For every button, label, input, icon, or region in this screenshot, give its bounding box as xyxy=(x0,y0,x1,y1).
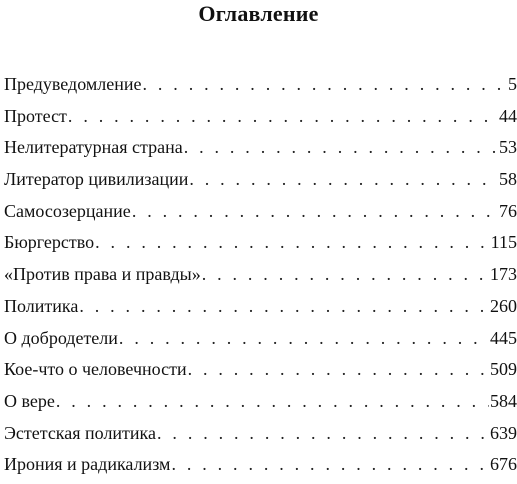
toc-entry[interactable] xyxy=(4,167,517,199)
dot-leader xyxy=(188,357,489,381)
toc-entry[interactable] xyxy=(4,357,517,389)
toc-entry-page-number: 115 xyxy=(490,232,517,253)
toc-entry-title: «Против права и правды» xyxy=(4,264,201,285)
dot-leader xyxy=(119,326,489,350)
toc-entry[interactable] xyxy=(4,452,517,484)
dot-leader xyxy=(143,72,508,96)
dot-leader xyxy=(68,104,498,128)
dot-leader xyxy=(184,135,498,159)
toc-entry-title: Ирония и радикализм xyxy=(4,454,171,475)
toc-entry-title: О вере xyxy=(4,390,55,411)
dot-leader xyxy=(132,199,498,223)
toc-entry-page-number: 58 xyxy=(499,169,517,190)
toc-entry-title: Бюргерство xyxy=(4,232,95,253)
toc-entry[interactable] xyxy=(4,389,517,421)
toc-heading: Оглавление xyxy=(198,1,319,26)
toc-entry-title: Кое-что о человечности xyxy=(4,359,187,380)
toc-entry-title: Литератор цивилизации xyxy=(4,169,189,190)
toc-entry-title: Эстетская политика xyxy=(4,422,157,443)
dot-leader xyxy=(202,262,489,286)
toc-entry-page-number: 53 xyxy=(499,137,517,158)
dot-leader xyxy=(189,167,498,191)
dot-leader xyxy=(157,421,489,445)
toc-entry-title: Нелитературная страна xyxy=(4,137,183,158)
toc-entry[interactable] xyxy=(4,421,517,453)
toc-entry-page-number: 509 xyxy=(490,359,517,380)
toc-entry-page-number: 584 xyxy=(490,390,517,411)
toc-entry-title: О добродетели xyxy=(4,327,118,348)
toc-list xyxy=(4,72,517,484)
dot-leader xyxy=(56,389,489,413)
toc-entry-page-number: 260 xyxy=(490,295,517,316)
toc-entry-title: Предуведомление xyxy=(4,74,142,94)
toc-entry[interactable] xyxy=(4,262,517,294)
toc-entry-page-number: 5 xyxy=(508,74,517,94)
toc-entry[interactable] xyxy=(4,294,517,326)
toc-entry-page-number: 76 xyxy=(499,200,517,221)
toc-entry-page-number: 173 xyxy=(490,264,517,285)
toc-entry-page-number: 639 xyxy=(490,422,517,443)
toc-entry[interactable] xyxy=(4,199,517,231)
toc-entry[interactable] xyxy=(4,104,517,136)
toc-entry-title: Самосозерцание xyxy=(4,200,131,221)
dot-leader xyxy=(171,452,489,476)
toc-entry[interactable] xyxy=(4,230,517,262)
toc-entry[interactable] xyxy=(4,135,517,167)
toc-entry-page-number: 44 xyxy=(499,105,517,126)
dot-leader xyxy=(79,294,489,318)
toc-entry-title: Политика xyxy=(4,295,79,316)
toc-entry-page-number: 445 xyxy=(490,327,517,348)
toc-entry[interactable] xyxy=(4,72,517,104)
toc-entry-page-number: 676 xyxy=(490,454,517,475)
toc-entry-title: Протест xyxy=(4,105,67,126)
toc-entry[interactable] xyxy=(4,326,517,358)
dot-leader xyxy=(95,230,490,254)
